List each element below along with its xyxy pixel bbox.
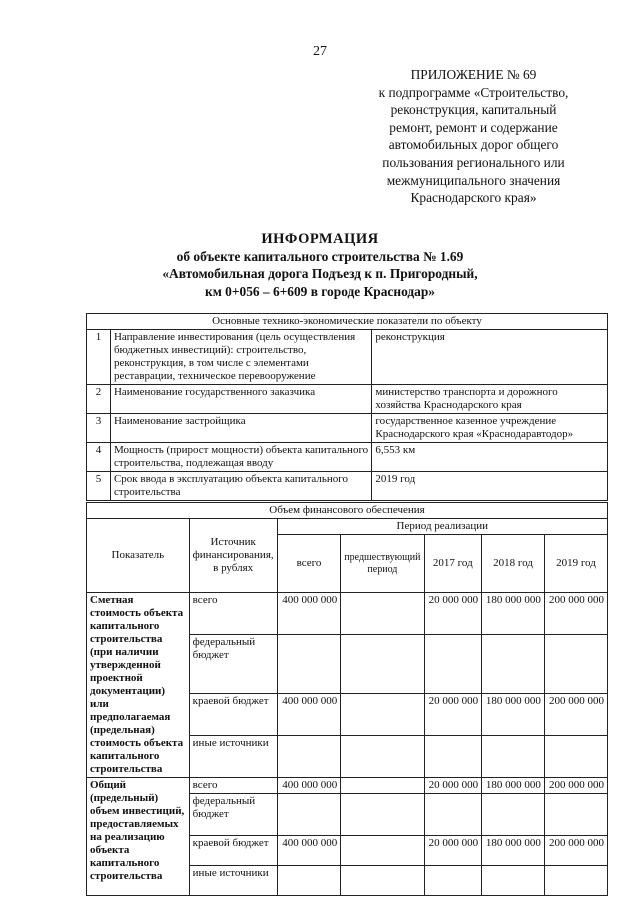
col-source-header: Источник финансирования, в рублях [189, 519, 277, 593]
table-row [87, 472, 608, 501]
appendix-line: пользования регионального или [382, 154, 565, 170]
source-cell: федеральный бюджет [189, 794, 277, 836]
finance-table [86, 502, 608, 896]
value-cell [341, 735, 424, 777]
finance-header: Объем финансового обеспечения [87, 503, 608, 519]
appendix-line: реконструкция, капитальный [390, 102, 557, 118]
title-main: ИНФОРМАЦИЯ [261, 231, 379, 247]
indicator-value: реконструкция [372, 330, 608, 385]
value-cell [482, 635, 545, 694]
col-2019-header: 2019 год [544, 535, 607, 593]
value-cell: 200 000 000 [544, 593, 607, 635]
value-cell: 400 000 000 [277, 836, 341, 866]
value-cell [482, 794, 545, 836]
value-cell: 20 000 000 [424, 593, 482, 635]
indicator-name: Наименование государственного заказчика [110, 385, 371, 414]
value-cell [341, 794, 424, 836]
table-row [87, 778, 608, 794]
indicator-value: министерство транспорта и дорожного хозяйства Краснодарского края [372, 385, 608, 414]
col-total-header: всего [277, 535, 341, 593]
value-cell: 20 000 000 [424, 693, 482, 735]
value-cell [424, 735, 482, 777]
row-number: 2 [87, 385, 111, 414]
value-cell [277, 635, 341, 694]
value-cell: 400 000 000 [277, 778, 341, 794]
value-cell [341, 778, 424, 794]
value-cell [277, 735, 341, 777]
source-cell: всего [189, 778, 277, 794]
source-cell: краевой бюджет [189, 693, 277, 735]
indicator-name: Наименование застройщика [110, 414, 371, 443]
value-cell [544, 794, 607, 836]
col-2017-header: 2017 год [424, 535, 482, 593]
appendix-line: к подпрограмме «Строительство, [378, 84, 569, 100]
value-cell: 200 000 000 [544, 778, 607, 794]
value-cell: 400 000 000 [277, 593, 341, 635]
appendix-header [351, 66, 596, 207]
value-cell [341, 693, 424, 735]
col-period-header: Период реализации [277, 519, 607, 535]
value-cell [482, 735, 545, 777]
source-cell: всего [189, 593, 277, 635]
appendix-line: ремонт, ремонт и содержание [389, 119, 558, 135]
row-number: 3 [87, 414, 111, 443]
title-line: «Автомобильная дорога Подъезд к п. Пригородный, [162, 266, 478, 282]
row-number: 5 [87, 472, 111, 501]
row-number: 4 [87, 443, 111, 472]
row-number: 1 [87, 330, 111, 385]
value-cell [341, 635, 424, 694]
value-cell: 200 000 000 [544, 693, 607, 735]
col-indicator-header: Показатель [87, 519, 190, 593]
value-cell: 180 000 000 [482, 693, 545, 735]
value-cell: 20 000 000 [424, 836, 482, 866]
table-row [87, 330, 608, 385]
value-cell [341, 866, 424, 896]
value-cell: 400 000 000 [277, 693, 341, 735]
value-cell [277, 794, 341, 836]
indicator-name: Срок ввода в эксплуатацию объекта капитального строительства [110, 472, 371, 501]
value-cell [544, 635, 607, 694]
value-cell [341, 593, 424, 635]
value-cell [424, 635, 482, 694]
appendix-line: Краснодарского края» [410, 190, 537, 206]
source-cell: краевой бюджет [189, 836, 277, 866]
group-label: Сметная стоимость объекта капитального строительства (при наличии утвержденной проектной документации) или предполагаемая (предельная) стоимость объекта капитального строительства [87, 593, 190, 778]
value-cell [424, 866, 482, 896]
page-number: 27 [313, 44, 327, 59]
indicator-name: Направление инвестирования (цель осуществления бюджетных инвестиций): строительство, реконструкция, в том числе с элементами реставрации, техническое перевооружение [110, 330, 371, 385]
source-cell: федеральный бюджет [189, 635, 277, 694]
table-row [87, 385, 608, 414]
title-line: км 0+056 – 6+609 в городе Краснодар» [204, 283, 436, 299]
group-label: Общий (предельный) объем инвестиций, предоставляемых на реализацию объекта капитального строительства [87, 778, 190, 896]
title-line: об объекте капитального строительства № 1.69 [176, 249, 464, 265]
document-title [0, 231, 640, 300]
value-cell: 20 000 000 [424, 778, 482, 794]
value-cell [277, 866, 341, 896]
appendix-line: межмуниципального значения [386, 172, 561, 188]
value-cell [544, 735, 607, 777]
indicator-value: государственное казенное учреждение Краснодарского края «Краснодаравтодор» [372, 414, 608, 443]
table-row [87, 593, 608, 635]
indicator-value: 6,553 км [372, 443, 608, 472]
value-cell: 180 000 000 [482, 778, 545, 794]
value-cell: 180 000 000 [482, 593, 545, 635]
value-cell [544, 866, 607, 896]
value-cell: 200 000 000 [544, 836, 607, 866]
appendix-line: автомобильных дорог общего [388, 137, 559, 153]
col-previous-header: предшествующий период [341, 535, 424, 593]
indicator-value: 2019 год [372, 472, 608, 501]
value-cell [482, 866, 545, 896]
indicator-name: Мощность (прирост мощности) объекта капитального строительства, подлежащая вводу [110, 443, 371, 472]
table-row [87, 414, 608, 443]
value-cell [424, 794, 482, 836]
indicators-header: Основные технико-экономические показатели по объекту [87, 314, 608, 330]
col-2018-header: 2018 год [482, 535, 545, 593]
table-row [87, 443, 608, 472]
value-cell: 180 000 000 [482, 836, 545, 866]
value-cell [341, 836, 424, 866]
appendix-line: ПРИЛОЖЕНИЕ № 69 [410, 67, 537, 82]
indicators-table [86, 313, 608, 501]
source-cell: иные источники [189, 866, 277, 896]
source-cell: иные источники [189, 735, 277, 777]
